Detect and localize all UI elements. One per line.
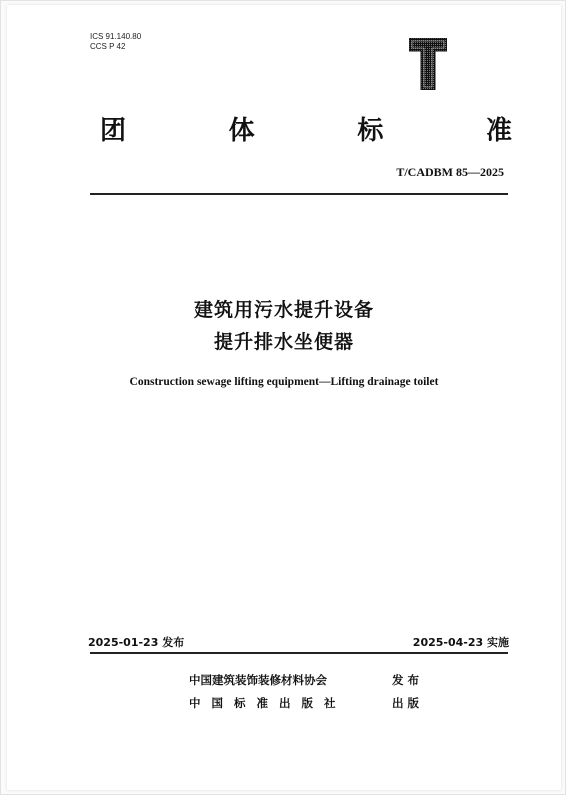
document-page	[7, 5, 561, 790]
top-divider	[90, 193, 508, 195]
standard-type-char: 团	[100, 116, 127, 146]
issuer-action: 发 布	[391, 673, 419, 687]
publisher-line	[189, 695, 419, 711]
standard-category-mark	[409, 38, 447, 90]
chinese-title-line-1: 建筑用污水提升设备	[193, 299, 374, 321]
bottom-divider	[90, 652, 508, 654]
standard-type-heading	[100, 113, 512, 149]
classification-codes	[90, 32, 141, 52]
standard-type-char: 体	[228, 116, 255, 146]
implementation-date: 2025-04-23 实施	[412, 636, 509, 649]
standard-number: T/CADBM 85—2025	[396, 165, 504, 179]
chinese-title-line-2: 提升排水坐便器	[213, 331, 354, 353]
publisher-name: 中国标准出版社	[189, 696, 347, 710]
ccs-code: CCS P 42	[90, 42, 126, 51]
publisher-action: 出 版	[391, 696, 419, 710]
english-title: Construction sewage lifting equipment—Lifting drainage toilet	[129, 376, 439, 388]
standard-type-char: 标	[357, 116, 384, 146]
standard-type-char: 准	[485, 116, 512, 146]
ics-code: ICS 91.140.80	[90, 32, 142, 41]
issue-date: 2025-01-23 发布	[88, 636, 185, 649]
issuer-line	[189, 672, 419, 688]
issuer-name: 中国建筑装饰装修材料协会	[189, 673, 327, 687]
